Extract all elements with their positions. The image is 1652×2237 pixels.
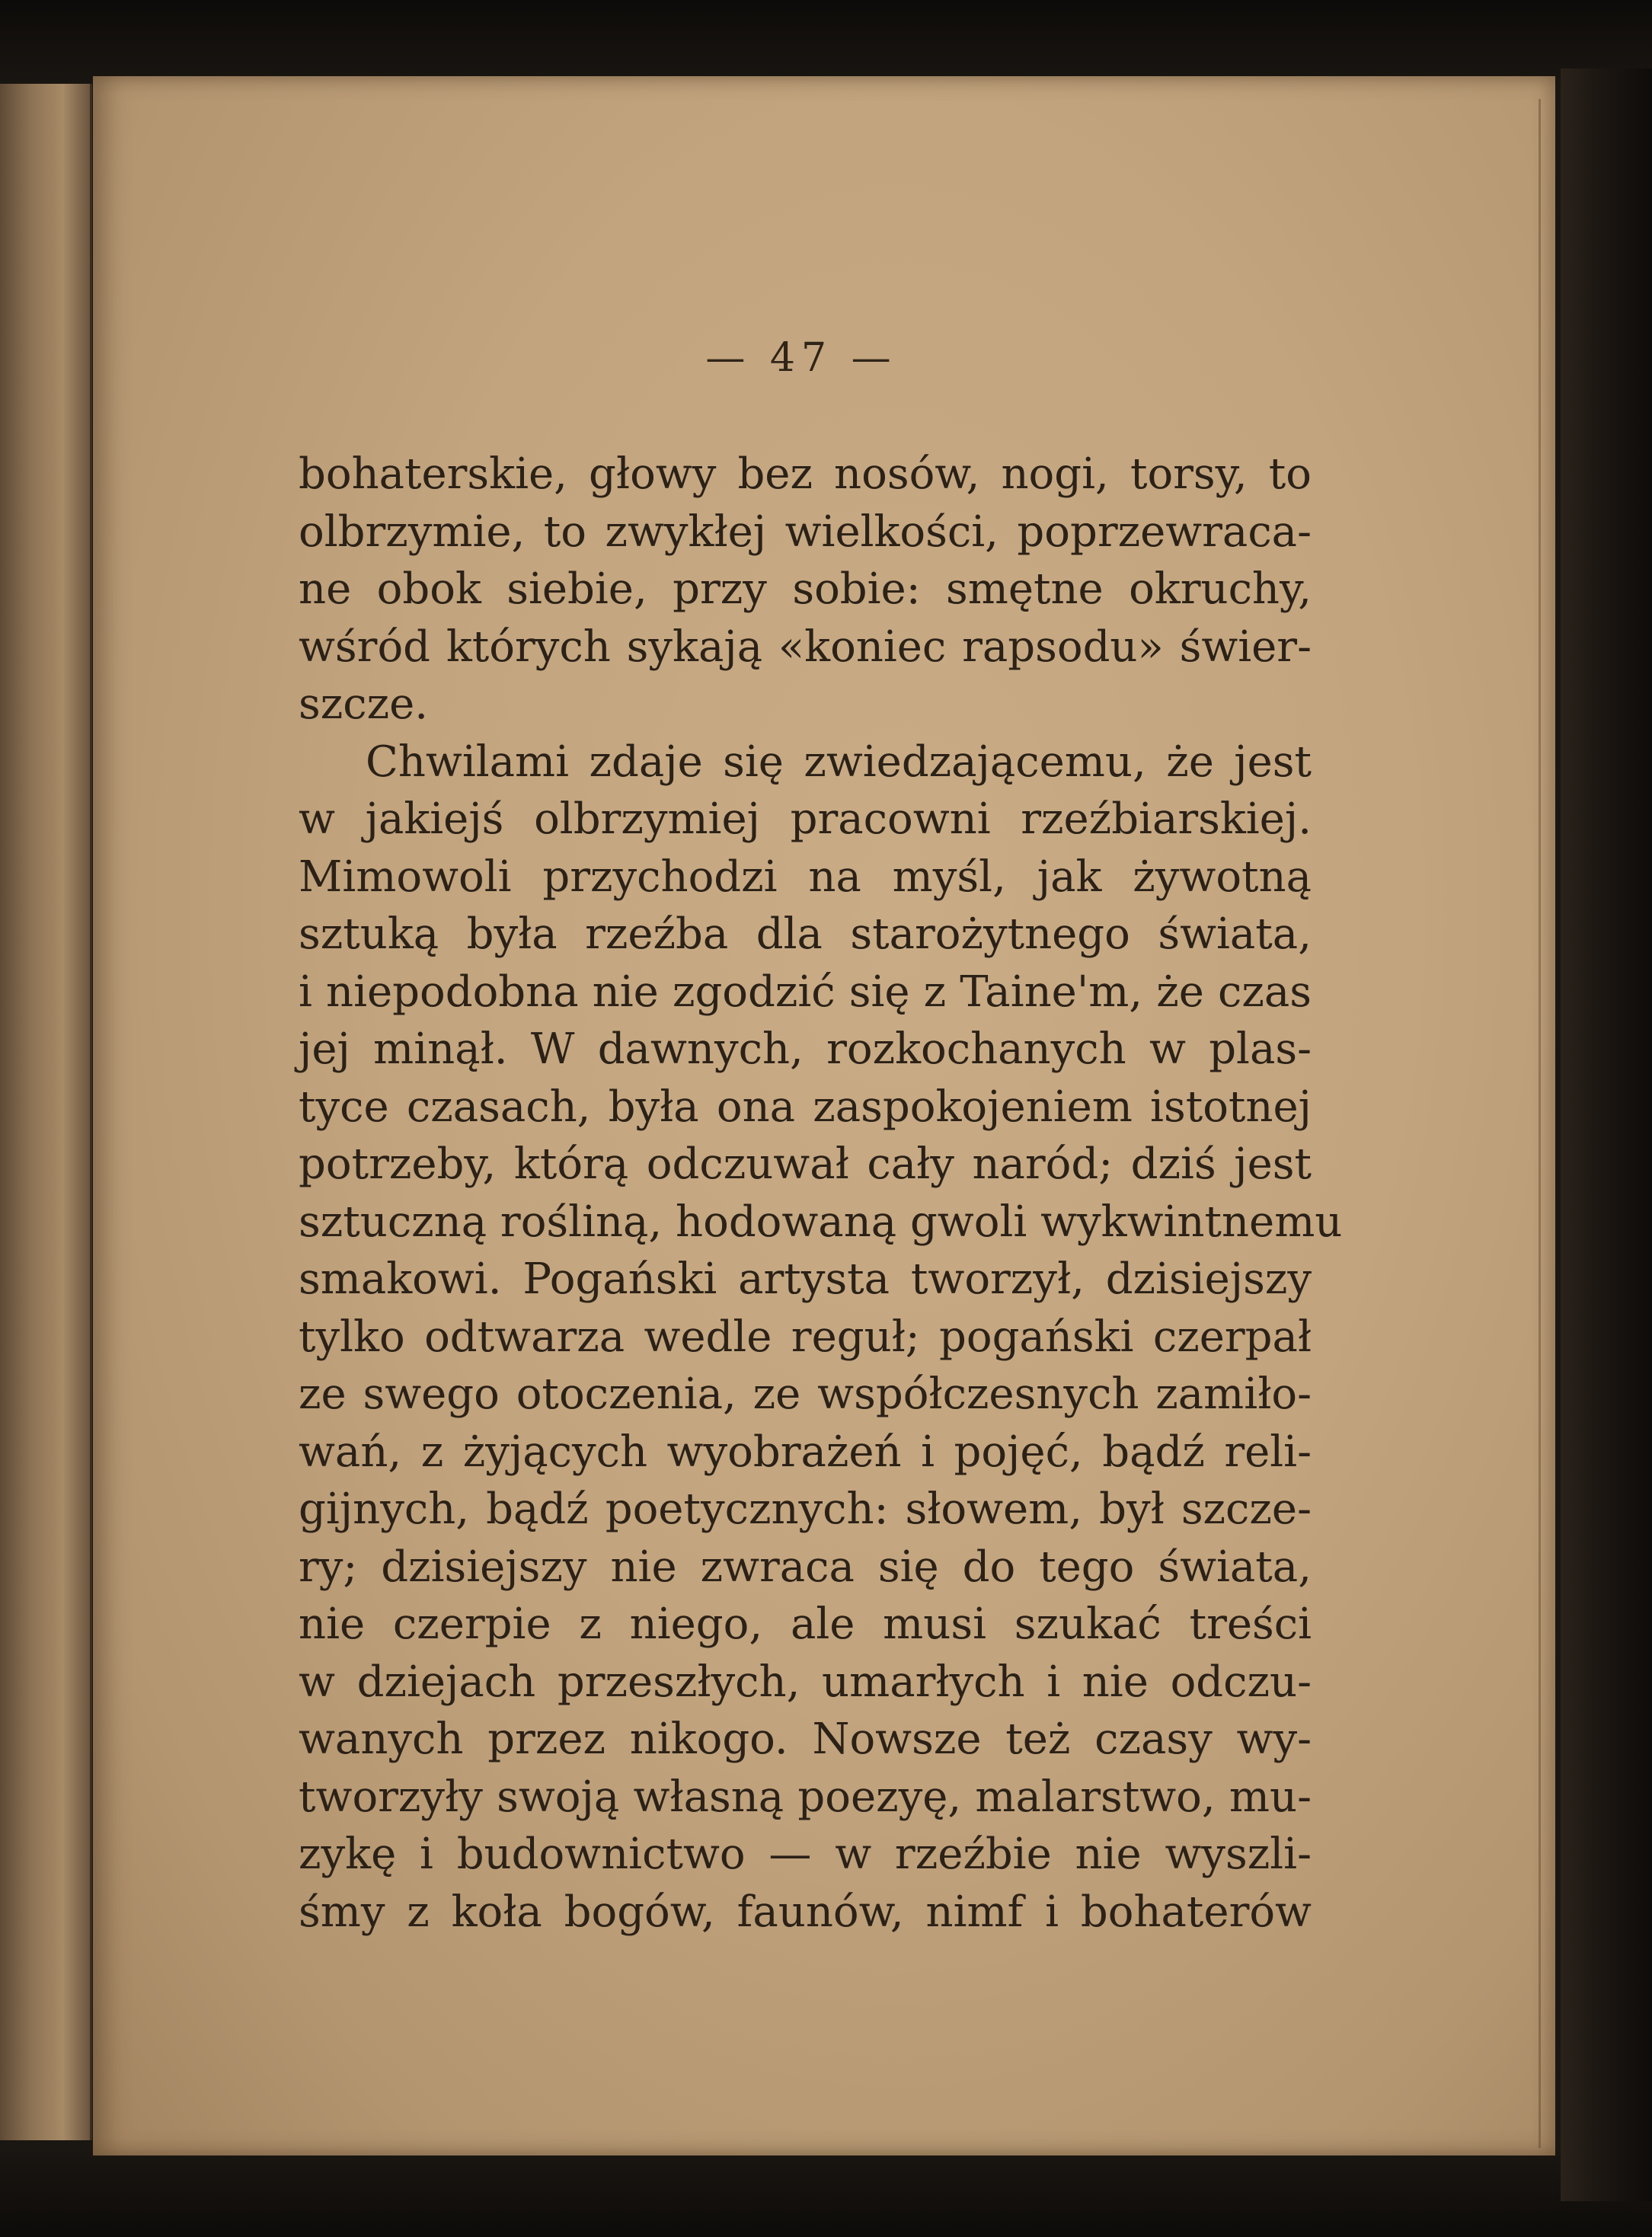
book-page: [93, 76, 1555, 2156]
text-line: w dziejach przeszłych, umarłych i nie odczu-: [299, 1657, 1312, 1707]
text-line: ze swego otoczenia, ze współczesnych zamiło-: [299, 1369, 1312, 1419]
text-line: w jakiejś olbrzymiej pracowni rzeźbiarskiej.: [299, 794, 1312, 844]
text-line: sztuczną rośliną, hodowaną gwoli wykwintnemu: [299, 1197, 1343, 1247]
text-line: szcze.: [299, 679, 429, 729]
text-line: gijnych, bądź poetycznych: słowem, był szcze-: [299, 1484, 1312, 1534]
text-line: Mimowoli przychodzi na myśl, jak żywotną: [299, 852, 1312, 902]
previous-page-edge: [0, 84, 92, 2140]
page-number: — 47 —: [705, 335, 897, 381]
text-line: tylko odtwarza wedle reguł; pogański czerpał: [299, 1312, 1312, 1362]
text-line: potrzeby, którą odczuwał cały naród; dziś jest: [299, 1139, 1312, 1189]
text-line: śmy z koła bogów, faunów, nimf i bohaterów: [299, 1887, 1312, 1937]
text-line: smakowi. Pogański artysta tworzył, dzisiejszy: [299, 1254, 1312, 1304]
text-line: wanych przez nikogo. Nowsze też czasy wy-: [299, 1715, 1312, 1764]
text-line: jej minął. W dawnych, rozkochanych w plas-: [299, 1024, 1312, 1074]
text-line: tworzyły swoją własną poezyę, malarstwo, mu-: [299, 1772, 1312, 1822]
text-line: bohaterskie, głowy bez nosów, nogi, torsy, to: [299, 449, 1312, 499]
text-line: zykę i budownictwo — w rzeźbie nie wyszli-: [299, 1830, 1312, 1879]
text-line: nie czerpie z niego, ale musi szukać treści: [299, 1599, 1312, 1649]
text-line: wśród których sykają «koniec rapsodu» świer-: [299, 622, 1312, 672]
text-line: ry; dzisiejszy nie zwraca się do tego świata,: [299, 1542, 1312, 1592]
text-line: tyce czasach, była ona zaspokojeniem istotnej: [299, 1082, 1312, 1132]
text-line: olbrzymie, to zwykłej wielkości, poprzewraca-: [299, 507, 1312, 557]
body-text: [299, 446, 1343, 1941]
text-line: sztuką była rzeźba dla starożytnego świata,: [299, 909, 1312, 959]
text-line: i niepodobna nie zgodzić się z Taine'm, że czas: [299, 967, 1312, 1017]
book-cover-edge: [1561, 69, 1652, 2201]
text-line: ne obok siebie, przy sobie: smętne okruchy,: [299, 564, 1312, 614]
text-line: wań, z żyjących wyobrażeń i pojęć, bądź reli-: [299, 1427, 1312, 1477]
text-line: Chwilami zdaje się zwiedzającemu, że jest: [366, 737, 1312, 787]
page-edge-rule: [1539, 99, 1541, 2148]
